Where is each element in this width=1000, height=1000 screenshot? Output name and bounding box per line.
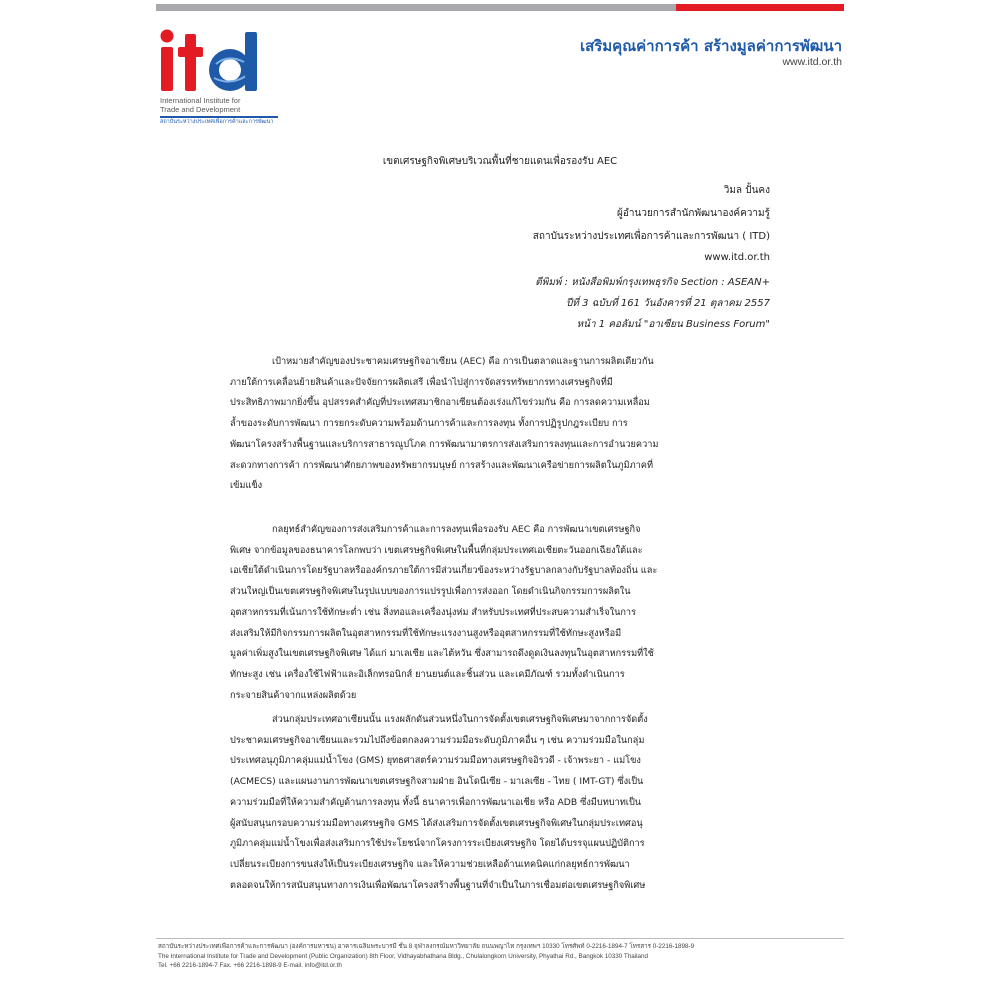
publication-line2: ปีที่ 3 ฉบับที่ 161 วันอังคารที่ 21 ตุลาคม 2557 — [565, 298, 770, 309]
logo-sub-line2: Trade and Development — [160, 104, 241, 114]
paragraph-line: ผู้สนับสนุนกรอบความร่วมมือทางเศรษฐกิจ GMS ได้ส่งเสริมการจัดตั้งเขตเศรษฐกิจพิเศษในกลุ่มประเทศอนุ — [230, 817, 643, 829]
header-gray-bar — [156, 4, 676, 11]
paragraph-line: ความร่วมมือที่ให้ความสำคัญด้านการลงทุน ทั้งนี้ ธนาคารเพื่อการพัฒนาเอเชีย หรือ ADB ซึ่งมีบทบาทเป็น — [230, 796, 642, 808]
footer — [158, 942, 842, 971]
paragraph-line: ภายใต้การเคลื่อนย้ายสินค้าและปัจจัยการผลิตเสรี เพื่อนำไปสู่การจัดสรรทรัพยากรทางเศรษฐกิจที่มี — [230, 376, 613, 388]
paragraph-line: ประชาคมเศรษฐกิจอาเซียนและรวมไปถึงข้อตกลงความร่วมมือระดับภูมิภาคอื่น ๆ เช่น ความร่วมมือในกลุ่ม — [230, 734, 645, 746]
paragraph-2 — [230, 520, 770, 706]
author-url: www.itd.or.th — [704, 252, 770, 263]
logo-sub-line1: International Institute for — [160, 96, 241, 105]
document-title: เขตเศรษฐกิจพิเศษบริเวณพื้นที่ชายแดนเพื่อรองรับ AEC — [382, 156, 618, 167]
paragraph-line: เข้มแข็ง — [230, 480, 263, 492]
paragraph-line: ส่วนใหญ่เป็นเขตเศรษฐกิจพิเศษในรูปแบบของการแปรรูปเพื่อการส่งออก โดยดำเนินกิจกรรมการผลิตใน — [230, 586, 631, 598]
paragraph-line: ล้ำของระดับการพัฒนา การยกระดับความพร้อมด้านการค้าและการลงทุน ทั้งการปฏิรูปกฎระเบียบ การ — [230, 418, 628, 430]
paragraph-line: ภูมิภาคลุ่มแม่น้ำโขงเพื่อส่งเสริมการใช้ประโยชน์จากโครงการระเบียงเศรษฐกิจ โดยได้บรรจุแผนปฏิบัติการ — [230, 838, 645, 850]
paragraph-line: สะดวกทางการค้า การพัฒนาศักยภาพของทรัพยากรมนุษย์ การสร้างและพัฒนาเครือข่ายการผลิตในภูมิภาคที่ — [230, 459, 654, 471]
footer-line3: Tel. +66 2216-1894-7 Fax. +66 2216-1898-9 E-mail. info@itd.or.th — [158, 962, 342, 970]
paragraph-line: มูลค่าเพิ่มสูงในเขตเศรษฐกิจพิเศษ ได้แก่ มาเลเซีย และไต้หวัน ซึ่งสามารถดึงดูดเงินลงทุนในอุตสาหกรรมที่ใช้ — [230, 648, 654, 660]
author-position: ผู้อำนวยการสำนักพัฒนาองค์ความรู้ — [617, 208, 770, 219]
header-slogan: เสริมคุณค่าการค้า สร้างมูลค่าการพัฒนา — [579, 37, 842, 55]
paragraph-line: อุตสาหกรรมที่เน้นการใช้ทักษะต่ำ เช่น สิ่งทอและเครื่องนุ่งห่ม สำหรับประเทศที่ประสบความสำเร็จในการ — [230, 606, 637, 618]
paragraph-line: กลยุทธ์สำคัญของการส่งเสริมการค้าและการลงทุนเพื่อรองรับ AEC คือ การพัฒนาเขตเศรษฐกิจ — [272, 524, 641, 535]
paragraph-line: เป้าหมายสำคัญของประชาคมเศรษฐกิจอาเซียน (AEC) คือ การเป็นตลาดและฐานการผลิตเดียวกัน — [272, 356, 654, 367]
header-red-bar — [676, 4, 844, 11]
footer-divider — [156, 938, 844, 939]
paragraph-line: พัฒนาโครงสร้างพื้นฐานและบริการสาธารณูปโภค การพัฒนามาตรการส่งเสริมการลงทุนและการอำนวยความ — [230, 438, 659, 450]
logo-subtitle — [160, 97, 290, 127]
header-url: www.itd.or.th — [782, 56, 842, 68]
paragraph-line: ทักษะสูง เช่น เครื่องใช้ไฟฟ้าและอิเล็กทรอนิกส์ ยานยนต์และชิ้นส่วน และเคมีภัณฑ์ รวมทั้งดำเนินการ — [230, 668, 625, 680]
paragraph-line: พิเศษ จากข้อมูลของธนาคารโลกพบว่า เขตเศรษฐกิจพิเศษในพื้นที่กลุ่มประเทศเอเชียตะวันออกเฉียงใต้และ — [230, 544, 643, 556]
paragraph-line: กระจายสินค้าจากแหล่งผลิตด้วย — [230, 689, 357, 701]
paragraph-line: ประสิทธิภาพมากยิ่งขึ้น อุปสรรคสำคัญที่ประเทศสมาชิกอาเซียนต้องเร่งแก้ไขร่วมกัน คือ การลดความเหลื่อม — [230, 397, 650, 409]
footer-line1: สถาบันระหว่างประเทศเพื่อการค้าและการพัฒนา (องค์การมหาชน) อาคารเฉลิมพระบารมี ชั้น 8 จุฬาลงกรณ์มหาวิทยาลัย ถนนพญาไท กรุงเทพฯ 10330 โทรศัพท์ 0-2216-1894-7 โทรสาร 0-2216-1898-9 — [158, 943, 695, 950]
paragraph-line: เอเชียใต้ดำเนินการโดยรัฐบาลหรือองค์กรภายใต้การมีส่วนเกี่ยวข้องระหว่างรัฐบาลกลางกับรัฐบาลท้องถิ่น และ — [230, 565, 658, 577]
footer-line2: The International Institute for Trade and Development (Public Organization) 8th Floor, Vidhayabhathana Bldg., Chulalongkorn University, Phyathai Rd., Bangkok 10330 Thailand — [158, 952, 649, 960]
paragraph-line: (ACMECS) และแผนงานการพัฒนาเขตเศรษฐกิจสามฝ่าย อินโดนีเซีย - มาเลเซีย - ไทย ( IMT-GT) ซึ่งเป็น — [230, 776, 644, 788]
author-org: สถาบันระหว่างประเทศเพื่อการค้าและการพัฒนา ( ITD) — [532, 231, 770, 242]
paragraph-line: ส่งเสริมให้มีกิจกรรมการผลิตในอุตสาหกรรมที่ใช้ทักษะแรงงานสูงหรืออุตสาหกรรมที่ใช้ทักษะสูงหรือมี — [230, 627, 622, 639]
publication-line1: ตีพิมพ์ : หนังสือพิมพ์กรุงเทพธุรกิจ Section : ASEAN+ — [535, 277, 770, 288]
paragraph-line: ประเทศอนุภูมิภาคลุ่มแม่น้ำโขง (GMS) ยุทธศาสตร์ความร่วมมือทางเศรษฐกิจอิรวดี - เจ้าพระยา - แม่โขง — [230, 755, 641, 767]
paragraph-3 — [230, 710, 770, 896]
publication-line3: หน้า 1 คอลัมน์ "อาเซียน Business Forum" — [576, 319, 770, 330]
logo-sub-line3: สถาบันระหว่างประเทศเพื่อการค้าและการพัฒนา — [160, 119, 274, 125]
author-name: วิมล ปั้นคง — [723, 185, 770, 196]
paragraph-1 — [230, 352, 770, 497]
paragraph-line: ตลอดจนให้การสนับสนุนทางการเงินเพื่อพัฒนาโครงสร้างพื้นฐานที่จำเป็นในการเชื่อมต่อเขตเศรษฐกิจพิเศษ — [230, 879, 646, 891]
paragraph-line: เปลี่ยนระเบียงการขนส่งให้เป็นระเบียงเศรษฐกิจ และให้ความช่วยเหลือด้านเทคนิคแก่กลยุทธ์การพัฒนา — [230, 858, 630, 870]
paragraph-line: ส่วนกลุ่มประเทศอาเซียนนั้น แรงผลักดันส่วนหนึ่งในการจัดตั้งเขตเศรษฐกิจพิเศษมาจากการจัดตั้ง — [272, 714, 648, 725]
